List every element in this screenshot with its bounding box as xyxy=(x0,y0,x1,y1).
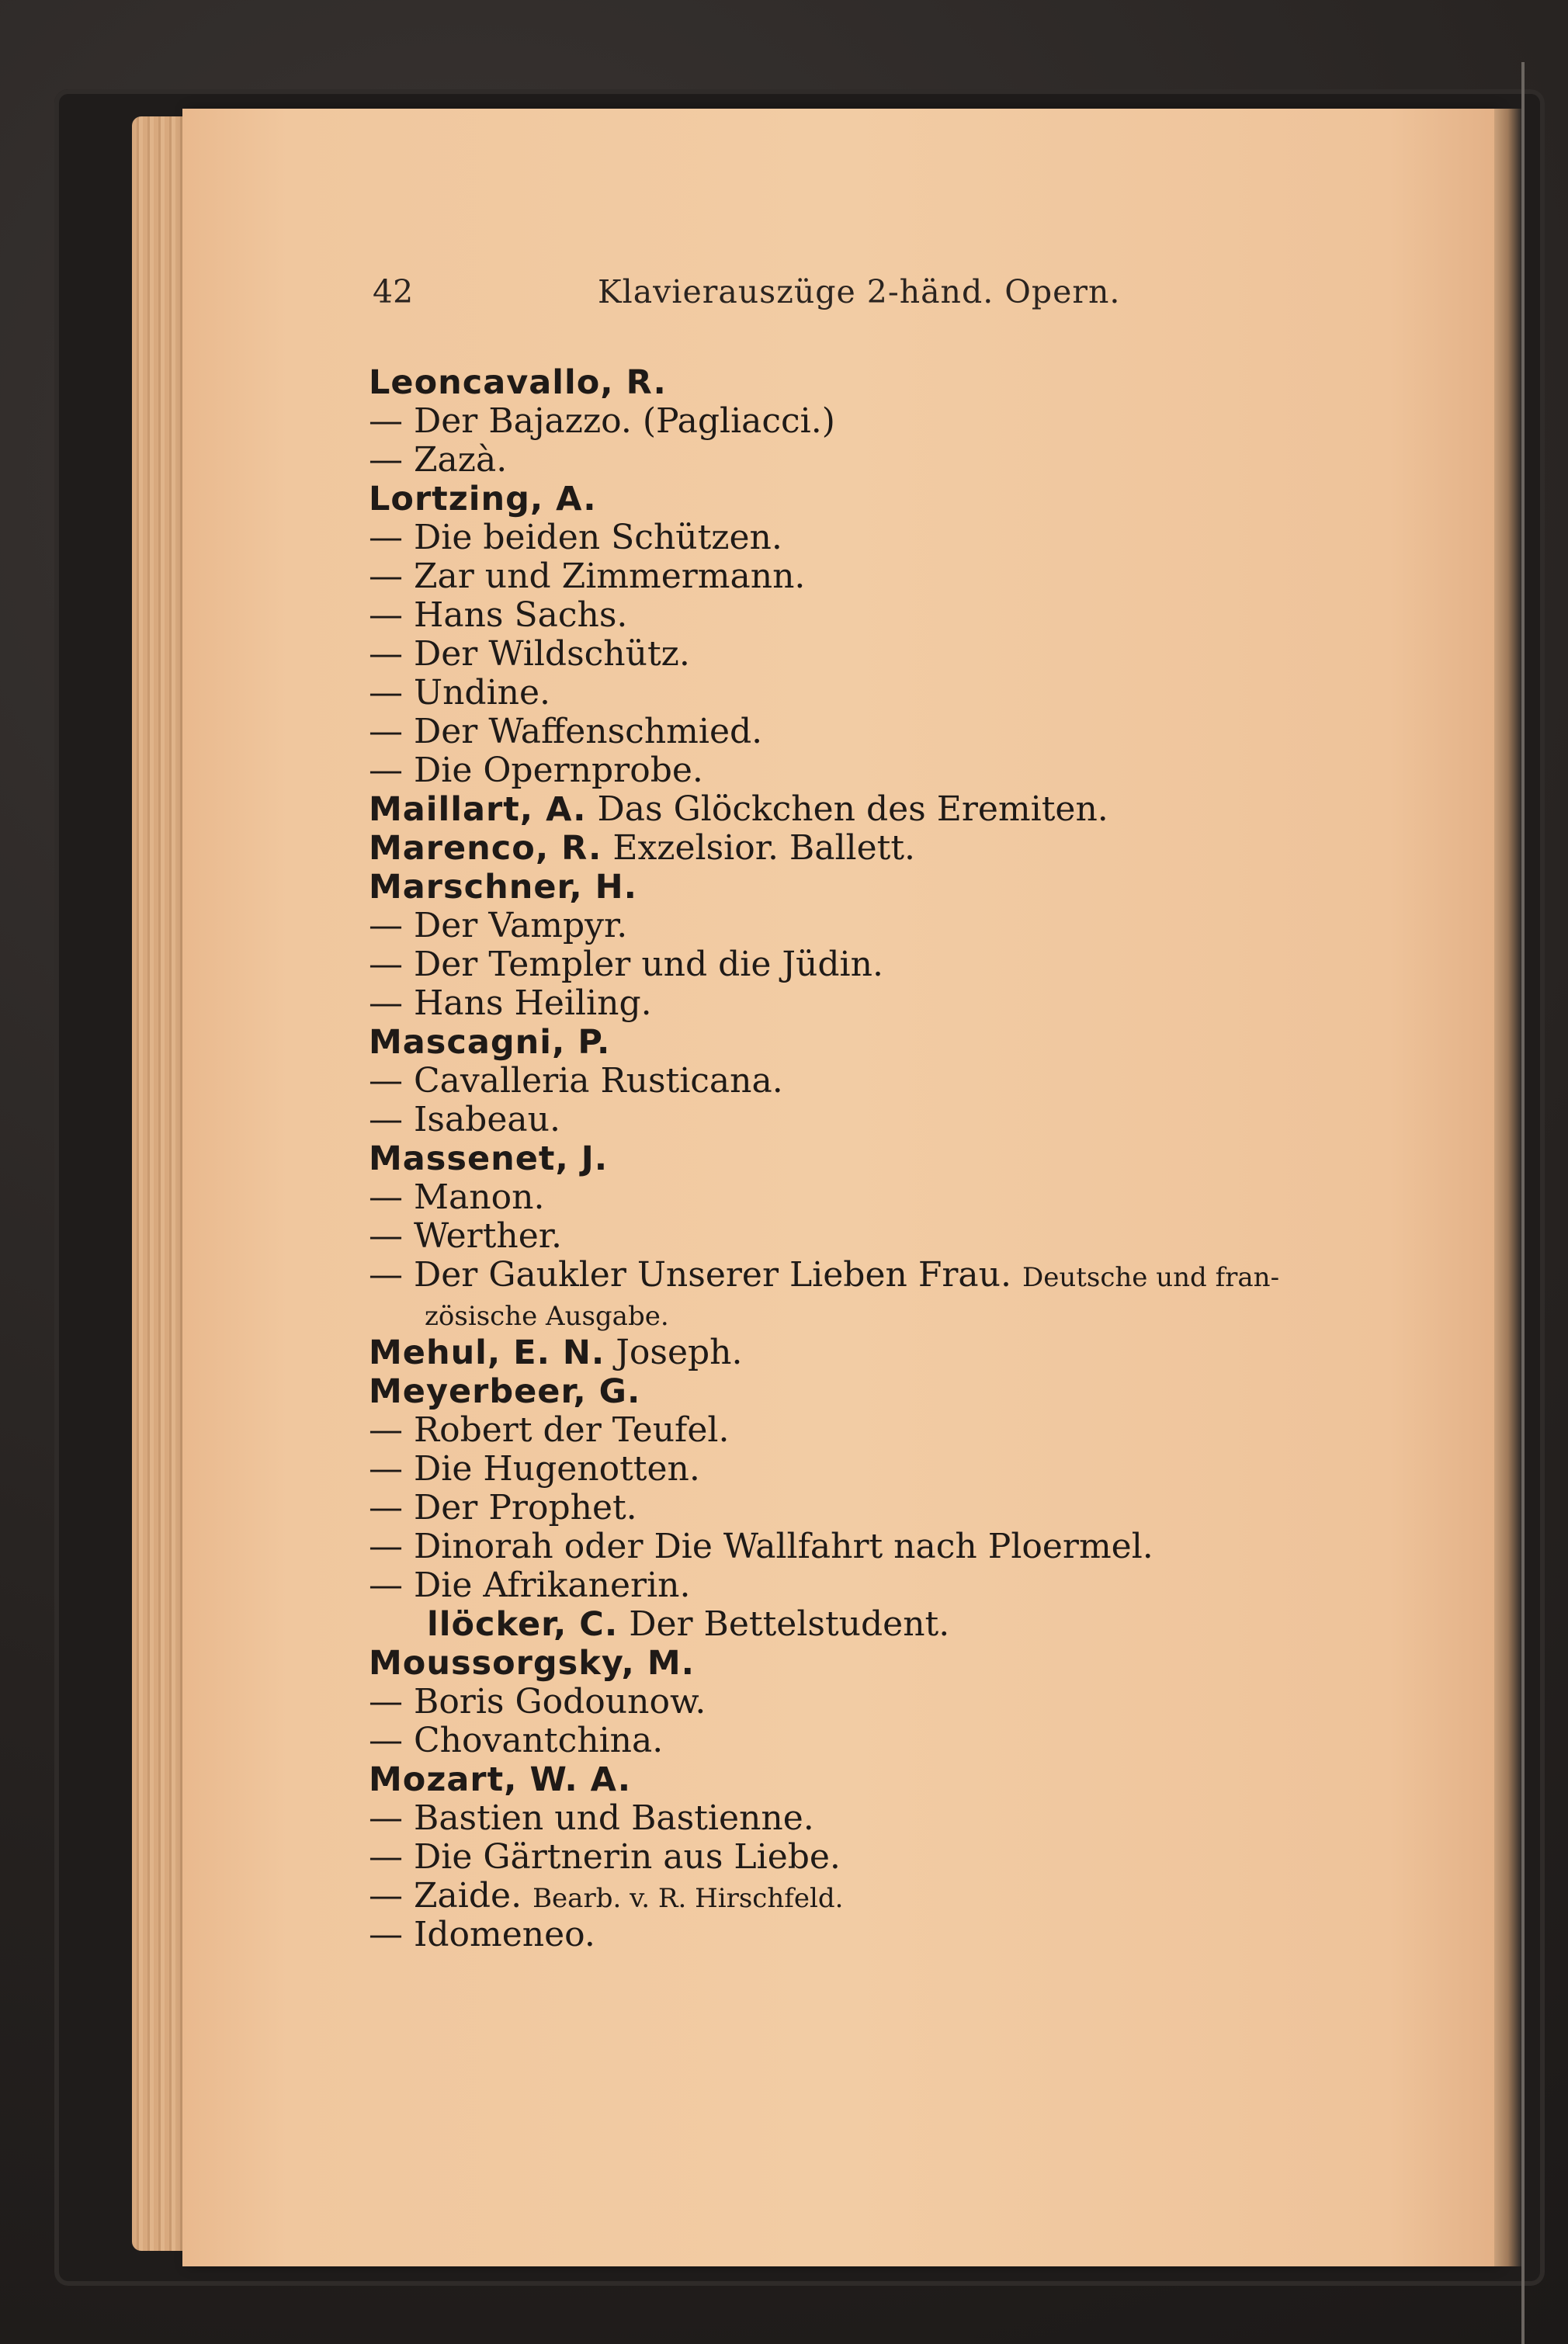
work-item: — Isabeau. xyxy=(369,1100,560,1139)
work-title: Das Glöckchen des Eremiten. xyxy=(597,789,1108,829)
composer-entry xyxy=(369,1605,1455,1644)
page-number: 42 xyxy=(373,273,414,310)
catalog-list xyxy=(369,363,1455,1954)
work-item-with-note xyxy=(369,1256,1455,1295)
work-item: — Undine. xyxy=(369,673,551,713)
composer-entry xyxy=(369,790,1455,829)
work-item: — Der Templer und die Jüdin. xyxy=(369,945,883,984)
composer-heading: Leoncavallo, R. xyxy=(369,363,667,402)
work-title: Der Bettelstudent. xyxy=(629,1604,950,1644)
work-item: — Der Waffenschmied. xyxy=(369,712,763,751)
spine-line xyxy=(1521,62,1525,2344)
work-item: — Zazà. xyxy=(369,440,508,480)
work-item: — Die Gärtnerin aus Liebe. xyxy=(369,1837,841,1877)
work-item: — Zar und Zimmermann. xyxy=(369,557,806,596)
work-item: — Boris Godounow. xyxy=(369,1682,706,1722)
work-title: Joseph. xyxy=(616,1333,743,1372)
work-item: — Die Opernprobe. xyxy=(369,751,703,790)
work-item: — Der Prophet. xyxy=(369,1488,637,1527)
composer-heading: Mascagni, P. xyxy=(369,1023,611,1062)
running-title: Klavierauszüge 2-händ. Opern. xyxy=(598,273,1121,310)
work-item: — Der Bajazzo. (Pagliacci.) xyxy=(369,401,835,441)
composer-heading: Marschner, H. xyxy=(369,868,637,907)
work-item: — Die Afrikanerin. xyxy=(369,1566,691,1605)
work-item: — Manon. xyxy=(369,1177,545,1217)
page-header xyxy=(373,273,1304,328)
work-item: — Hans Sachs. xyxy=(369,595,628,635)
work-item: — Idomeneo. xyxy=(369,1915,595,1954)
composer-name: Mehul, E. N. xyxy=(369,1333,605,1372)
composer-heading: Meyerbeer, G. xyxy=(369,1372,641,1411)
work-item: — Die Hugenotten. xyxy=(369,1449,700,1489)
composer-heading: Mozart, W. A. xyxy=(369,1760,632,1799)
edition-note: Deutsche und fran- xyxy=(1022,1262,1280,1293)
edition-note: zösische Ausgabe. xyxy=(425,1301,669,1332)
work-item: — Dinorah oder Die Wallfahrt nach Ploermel. xyxy=(369,1527,1153,1566)
composer-heading: Lortzing, A. xyxy=(369,480,597,518)
work-title: — Zaide. xyxy=(369,1876,522,1916)
work-title: — Der Gaukler Unserer Lieben Frau. xyxy=(369,1255,1011,1295)
work-item: — Die beiden Schützen. xyxy=(369,518,782,557)
work-item: — Werther. xyxy=(369,1216,562,1256)
work-item: — Robert der Teufel. xyxy=(369,1410,730,1450)
composer-name: Maillart, A. xyxy=(369,790,587,829)
composer-heading: Moussorgsky, M. xyxy=(369,1644,695,1683)
composer-entry xyxy=(369,829,1455,868)
work-title: Exzelsior. Ballett. xyxy=(612,828,916,868)
composer-name: Marenco, R. xyxy=(369,829,602,868)
work-item: — Cavalleria Rusticana. xyxy=(369,1061,783,1101)
work-item: — Hans Heiling. xyxy=(369,983,652,1023)
work-item-with-note xyxy=(369,1877,1455,1916)
facing-page-edge xyxy=(1494,109,1521,2266)
work-item: — Chovantchina. xyxy=(369,1721,664,1760)
work-item: — Bastien und Bastienne. xyxy=(369,1798,814,1838)
edition-note: Bearb. v. R. Hirschfeld. xyxy=(532,1883,844,1914)
work-item: — Der Wildschütz. xyxy=(369,634,690,674)
composer-heading: Massenet, J. xyxy=(369,1139,609,1178)
edition-note-continued xyxy=(369,1295,1455,1333)
composer-name: llöcker, C. xyxy=(427,1605,619,1644)
composer-entry xyxy=(369,1333,1455,1372)
work-item: — Der Vampyr. xyxy=(369,906,628,945)
